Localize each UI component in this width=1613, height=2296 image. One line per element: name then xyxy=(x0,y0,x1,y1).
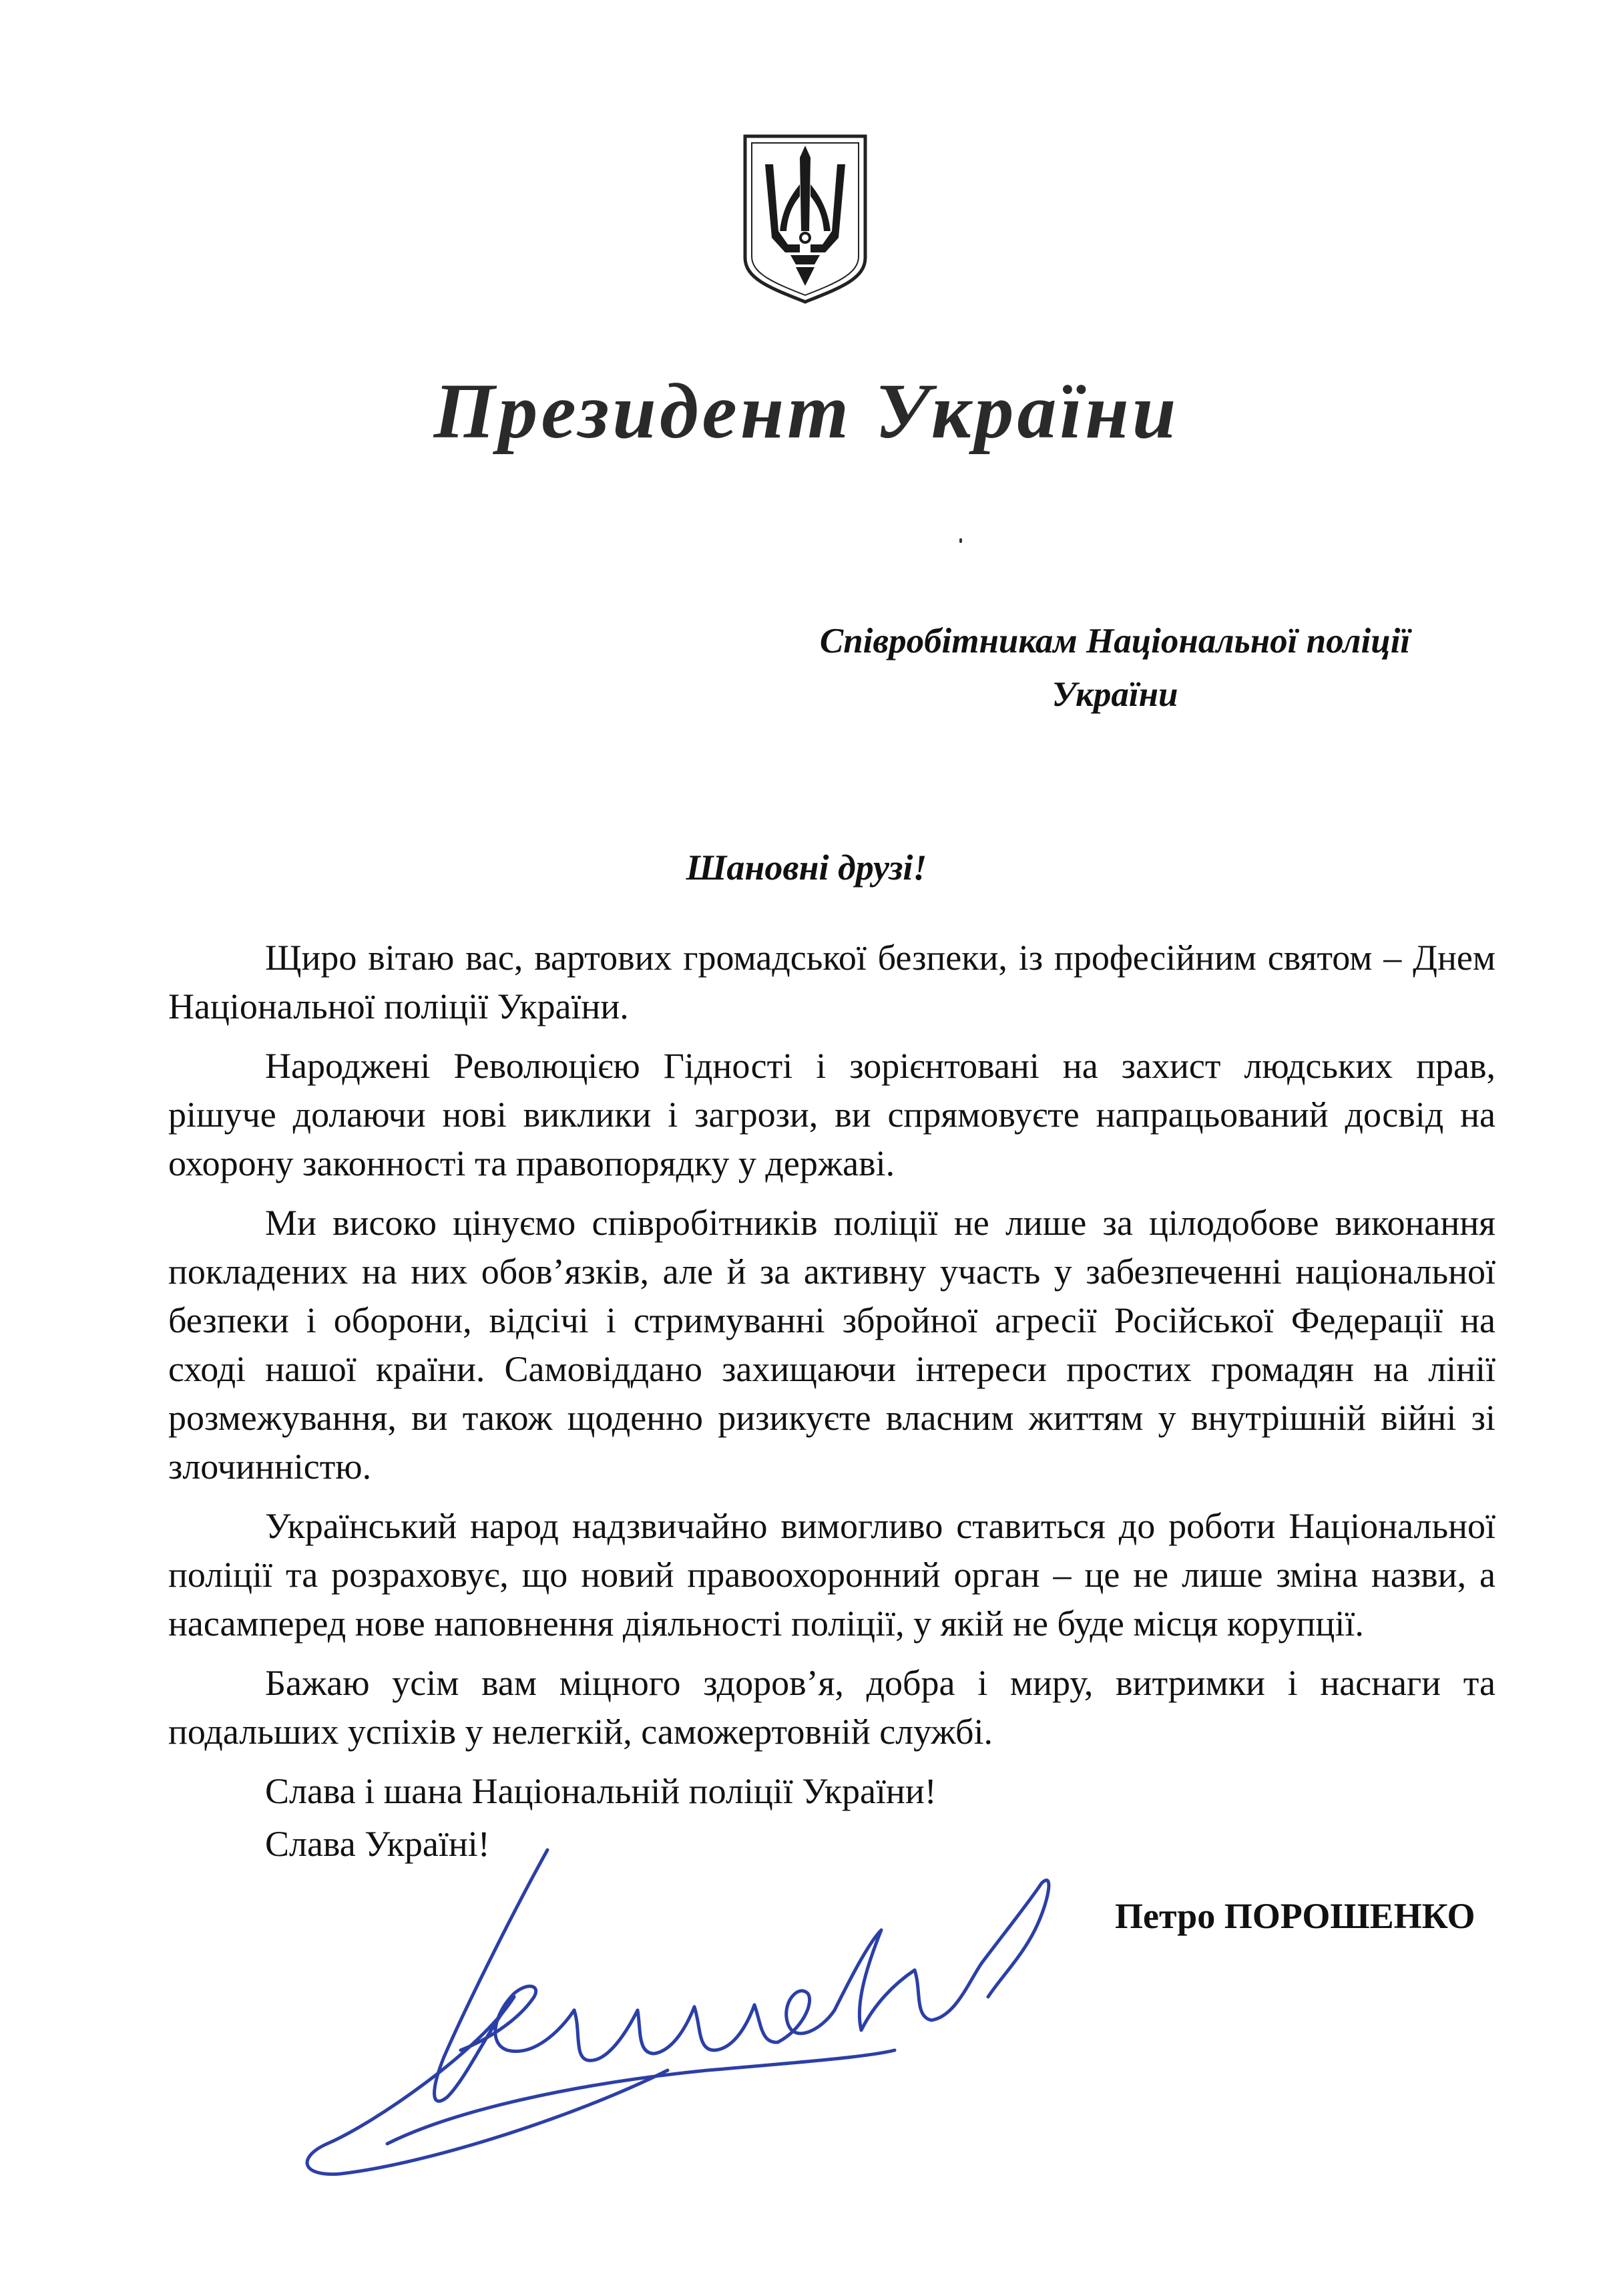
paragraph-5: Бажаю усім вам міцного здоров’я, добра і миру, витримки і наснаги та подальших успіхів у нелегкій, саможертовній службі. xyxy=(168,1663,1495,1752)
addressee-line-2: України xyxy=(1052,675,1178,714)
closing-line-1: Слава і шана Національній поліції України! xyxy=(265,1771,937,1811)
signer-name: Петро ПОРОШЕНКО xyxy=(1115,1896,1475,1936)
salutation: Шановні друзі! xyxy=(686,847,927,888)
closing-line-2: Слава Україні! xyxy=(265,1824,490,1864)
trident-coat-of-arms-icon xyxy=(738,131,872,306)
paragraph-2: Народжені Революцією Гідності і зорієнтовані на захист людських прав, рішуче долаючи нові виклики і загрози, ви спрямовуєте напрацьований досвід на охорону законності та правопорядку у державі. xyxy=(168,1046,1495,1183)
addressee-line-1: Співробітникам Національної поліції xyxy=(819,622,1411,660)
paragraph-4: Український народ надзвичайно вимогливо ставиться до роботи Національної поліції та розраховує, що новий правоохоронний орган – це не лише зміна назви, а насамперед нове наповнення діяльності поліції, у якій не буде місця корупції. xyxy=(168,1506,1495,1644)
handwritten-signature-icon xyxy=(294,1830,1082,2204)
page-title: Президент України xyxy=(433,367,1180,455)
letter-body xyxy=(168,934,1495,1873)
paragraph-3: Ми високо цінуємо співробітників поліції не лише за цілодобове виконання покладених на них обов’язків, але й за активну участь у забезпеченні національної безпеки і оборони, відсічі і стримуванні збройної агресії Російської Федерації на сході нашої країни. Самовіддано захищаючи інтереси простих громадян на лінії розмежування, ви також щоденно ризикуєте власним життям у внутрішній війні зі злочинністю. xyxy=(168,1203,1495,1487)
paragraph-1: Щиро вітаю вас, вартових громадської безпеки, із професійним святом – Днем Національної поліції України. xyxy=(168,938,1495,1026)
addressee-block xyxy=(734,614,1495,721)
scan-speck xyxy=(959,538,962,543)
